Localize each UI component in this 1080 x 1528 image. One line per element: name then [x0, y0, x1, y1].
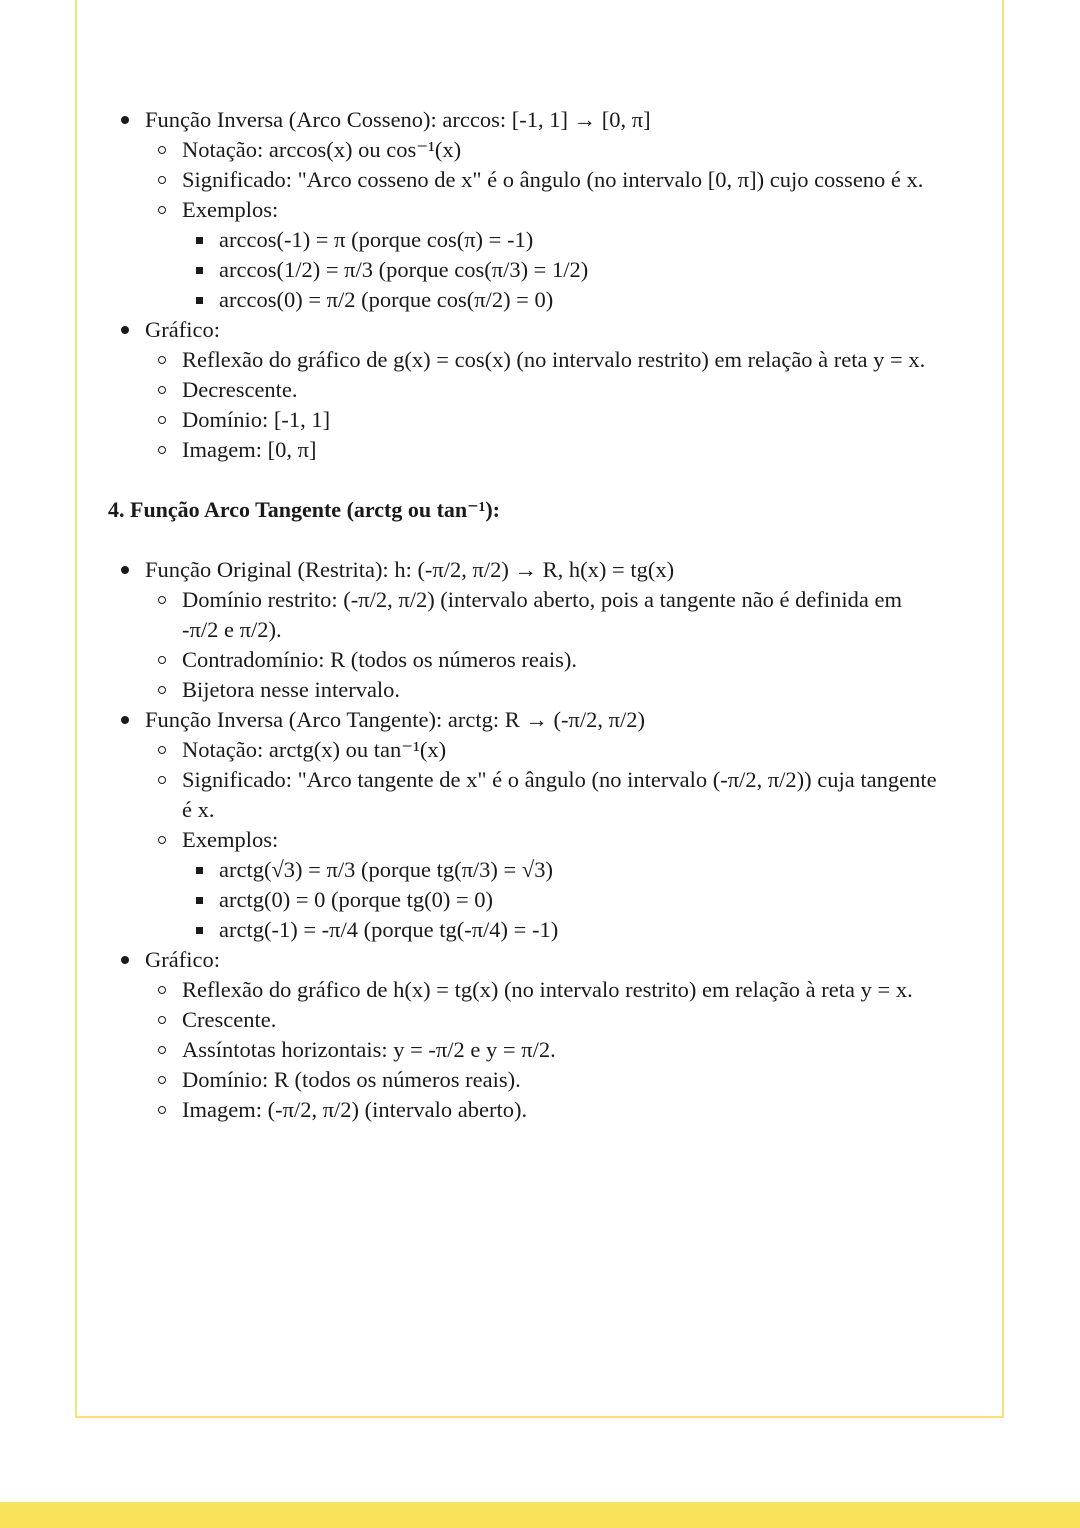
- list-item: Significado: "Arco tangente de x" é o ângulo (no intervalo (-π/2, π/2)) cuja tangente: [182, 767, 937, 792]
- bullet-level2: [158, 1106, 166, 1114]
- list-item: Domínio: R (todos os números reais).: [182, 1067, 521, 1092]
- list-item: Exemplos:: [182, 827, 279, 852]
- list-item: Imagem: (-π/2, π/2) (intervalo aberto).: [182, 1097, 528, 1122]
- list-item: arccos(1/2) = π/3 (porque cos(π/3) = 1/2): [219, 257, 589, 282]
- list-item: Crescente.: [182, 1007, 277, 1032]
- section-heading: 4. Função Arco Tangente (arctg ou tan⁻¹):: [108, 497, 501, 522]
- bullet-level1: [121, 326, 129, 334]
- bullet-level2: [158, 176, 166, 184]
- list-item: Função Original (Restrita): h: (-π/2, π/2) → R, h(x) = tg(x): [145, 557, 675, 582]
- bullet-level2: [158, 206, 166, 214]
- list-item: Notação: arctg(x) ou tan⁻¹(x): [182, 737, 447, 762]
- bullet-level3: [196, 867, 203, 874]
- list-item: Domínio: [-1, 1]: [182, 407, 331, 432]
- bullet-level2: [158, 836, 166, 844]
- list-item: Significado: "Arco cosseno de x" é o ângulo (no intervalo [0, π]) cujo cosseno é x.: [182, 167, 924, 192]
- bullet-level3: [196, 267, 203, 274]
- bullet-level2: [158, 986, 166, 994]
- list-item: Reflexão do gráfico de g(x) = cos(x) (no intervalo restrito) em relação à reta y = x.: [182, 347, 926, 372]
- list-item: Domínio restrito: (-π/2, π/2) (intervalo aberto, pois a tangente não é definida em: [182, 587, 902, 612]
- list-item-continuation: -π/2 e π/2).: [182, 617, 282, 642]
- bullet-level2: [158, 656, 166, 664]
- list-item: Contradomínio: R (todos os números reais).: [182, 647, 577, 672]
- bullet-level1: [121, 716, 129, 724]
- bullet-level1: [121, 116, 129, 124]
- list-item: arctg(√3) = π/3 (porque tg(π/3) = √3): [219, 857, 553, 882]
- bullet-level3: [196, 927, 203, 934]
- list-item: Decrescente.: [182, 377, 298, 402]
- list-item: Notação: arccos(x) ou cos⁻¹(x): [182, 137, 462, 162]
- bullet-level1: [121, 566, 129, 574]
- list-item: Função Inversa (Arco Tangente): arctg: R → (-π/2, π/2): [145, 707, 645, 732]
- list-item: Gráfico:: [145, 317, 220, 342]
- bullet-level3: [196, 237, 203, 244]
- bullet-level2: [158, 746, 166, 754]
- bullet-level2: [158, 146, 166, 154]
- bullet-level2: [158, 356, 166, 364]
- bullet-level1: [121, 956, 129, 964]
- bullet-level2: [158, 1076, 166, 1084]
- bullet-level3: [196, 297, 203, 304]
- list-item: Bijetora nesse intervalo.: [182, 677, 401, 702]
- bullet-level2: [158, 686, 166, 694]
- bullet-level2: [158, 1016, 166, 1024]
- list-item: arctg(-1) = -π/4 (porque tg(-π/4) = -1): [219, 917, 559, 942]
- bullet-level2: [158, 1046, 166, 1054]
- footer-bar: [0, 1502, 1080, 1528]
- list-item: arctg(0) = 0 (porque tg(0) = 0): [219, 887, 494, 912]
- list-item: Assíntotas horizontais: y = -π/2 e y = π/2.: [182, 1037, 556, 1062]
- bullet-level2: [158, 386, 166, 394]
- list-item-continuation: é x.: [182, 797, 215, 822]
- list-item: Exemplos:: [182, 197, 279, 222]
- list-item: Reflexão do gráfico de h(x) = tg(x) (no intervalo restrito) em relação à reta y = x.: [182, 977, 913, 1002]
- list-item: Imagem: [0, π]: [182, 437, 317, 462]
- bullet-level2: [158, 416, 166, 424]
- list-item: Função Inversa (Arco Cosseno): arccos: [-1, 1] → [0, π]: [145, 107, 651, 132]
- bullet-level2: [158, 596, 166, 604]
- list-item: arccos(-1) = π (porque cos(π) = -1): [219, 227, 534, 252]
- bullet-level3: [196, 897, 203, 904]
- list-item: arccos(0) = π/2 (porque cos(π/2) = 0): [219, 287, 554, 312]
- bullet-level2: [158, 446, 166, 454]
- bullet-level2: [158, 776, 166, 784]
- list-item: Gráfico:: [145, 947, 220, 972]
